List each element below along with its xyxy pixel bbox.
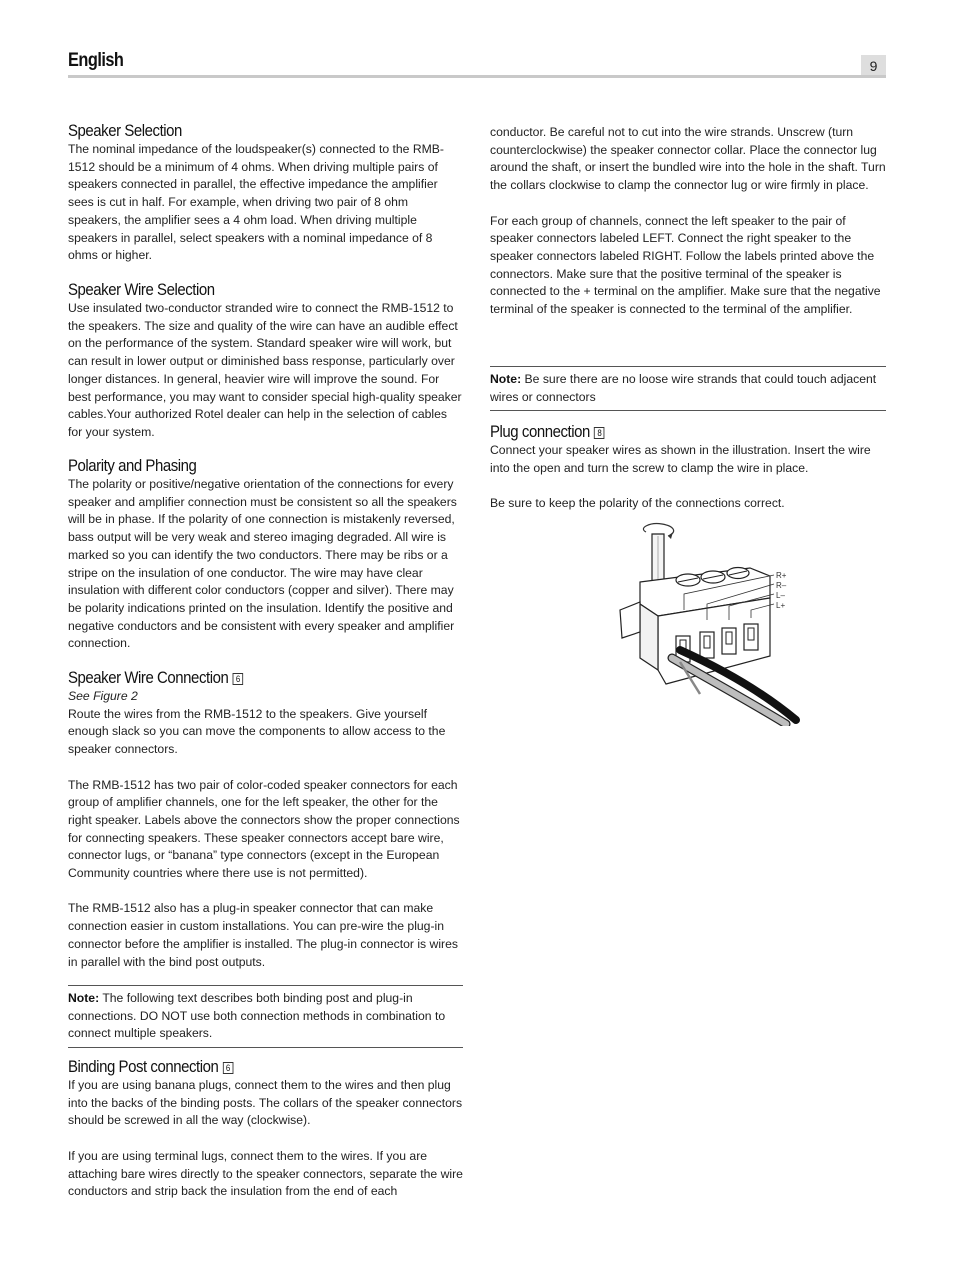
page-number: 9 — [861, 55, 886, 77]
note-box — [490, 366, 886, 411]
figure-reference-badge: 8 — [594, 427, 605, 439]
speaker-wire-grey — [672, 658, 786, 724]
note-label: Note: — [490, 372, 522, 386]
paragraph: If you are using terminal lugs, connect them to the wires. If you are attaching bare wires directly to the speaker connectors, separate the wire conductors and strip back the insulation from the end of each — [68, 1148, 463, 1199]
heading-text: Plug connection — [490, 422, 590, 441]
paragraph: The nominal impedance of the loudspeaker(s) connected to the RMB-1512 should be a minimum of 4 ohms. When driving multiple pairs of speakers connected in parallel, the effective impedance the amplifier sees is cut in half. For example, when driving two pair of 8 ohm speakers, the amplifier sees a 4 ohm load. When driving multiple speakers in parallel, select speakers with a nominal impedance of 8 ohms or higher. — [68, 142, 444, 263]
paragraph: Connect your speaker wires as shown in the illustration. Insert the wire into the open and turn the screw to clamp the wire in place. — [490, 443, 871, 475]
page-section-title: English — [68, 50, 124, 71]
section-wire-connection — [68, 668, 464, 971]
heading-speaker-selection: Speaker Selection — [68, 121, 182, 140]
heading-polarity: Polarity and Phasing — [68, 456, 197, 475]
section-speaker-selection — [68, 121, 464, 265]
connector-side — [640, 604, 658, 670]
heading-binding-post — [68, 1057, 416, 1077]
figure-reference-badge: 6 — [233, 673, 244, 685]
arrow-head-icon — [668, 532, 673, 539]
paragraph: The polarity or positive/negative orientation of the connections for every speaker and amplifier connection must be consistent so all the speakers will be in phase. If the polarity of one connection is mistakenly reversed, bass output will be very weak and stereo imaging degraded. All wire is marked so you can identify the two conductors. There may be ribs or a stripe on the insulation of one conductor. The wire may have clear insulation with different color conductors (copper and silver). There may be polarity indications printed on the insulation. Identify the positive and negative conductors and be consistent with every speaker and amplifier connection. — [68, 477, 457, 651]
terminal-inner — [726, 632, 732, 644]
section-polarity — [68, 456, 464, 653]
terminal-inner — [704, 636, 710, 648]
heading-text: Binding Post connection — [68, 1057, 219, 1076]
figure-reference-badge: 6 — [223, 1062, 234, 1074]
note-body: Be sure there are no loose wire strands that could touch adjacent wires or connectors — [490, 372, 877, 404]
header-rule — [68, 75, 886, 78]
paragraph: Be sure to keep the polarity of the connections correct. — [490, 496, 785, 511]
label-l-minus: L– — [776, 591, 785, 600]
label-r-plus: R+ — [776, 571, 787, 580]
label-r-minus: R– — [776, 581, 787, 590]
section-wire-selection — [68, 280, 464, 442]
paragraph: Use insulated two-conductor stranded wire to connect the RMB-1512 to the speakers. The size and quality of the wire can have an audible effect on the performance of the system. Standard speaker wire will work, but can result in lower output or diminished bass response, particularly over longer distances. In general, heavier wire will improve the sound. For best performance, you may want to consider special high-quality speaker cables.Your authorized Rotel dealer can help in the selection of cables for your system. — [68, 301, 462, 439]
paragraph: The RMB-1512 also has a plug-in speaker connector that can make connection easier in custom installations. You can pre-wire the plug-in connector before the amplifier is installed. The plug-in connector is wires in parallel with the bind post outputs. — [68, 901, 458, 969]
note-text — [68, 986, 463, 1047]
figure-caption-ref: See Figure 2 — [68, 689, 138, 703]
connector-tab — [620, 602, 640, 638]
note-body: The following text describes both binding post and plug-in connections. DO NOT use both connection methods in combination to connect multiple speakers. — [68, 991, 446, 1041]
paragraph: Route the wires from the RMB-1512 to the speakers. Give yourself enough slack so you can move the components to allow access to the speaker connectors. — [68, 706, 446, 757]
paragraph: The RMB-1512 has two pair of color-coded speaker connectors for each group of amplifier channels, one for the left speaker, the other for the right speaker. Labels above the connectors show the proper connections for connecting speakers. These speaker connectors accept bare wire, connector lugs, or “banana” type connectors (except in the European Community countries where there use is not permitted). — [68, 777, 460, 881]
paragraph: If you are using banana plugs, connect them to the wires and then plug into the backs of the binding posts. The collars of the speaker connectors should be screwed in all the way (clockwise). — [68, 1078, 463, 1128]
note-label: Note: — [68, 991, 100, 1005]
note-box — [68, 985, 463, 1048]
heading-wire-connection — [68, 668, 416, 688]
heading-text: Speaker Wire Connection — [68, 668, 229, 687]
paragraph: conductor. Be careful not to cut into the wire strands. Unscrew (turn counterclockwise) the speaker connector collar. Place the connector lug around the shaft, or insert the bundled wire into the hole in the shaft. Turn the collars clockwise to clamp the connector lug or wire firmly in place. — [490, 125, 886, 193]
paragraph: For each group of channels, connect the left speaker to the pair of speaker connectors labeled LEFT. Connect the right speaker to the speaker connectors labeled RIGHT. Follow the labels printed above the connectors. Make sure that the positive terminal of the speaker is connected to the + terminal on the amplifier. Make sure that the negative terminal of the speaker is connected to the terminal of the amplifier. — [490, 213, 881, 317]
section-continued — [490, 124, 886, 319]
heading-plug-connection — [490, 422, 838, 442]
plug-connector-illustration — [610, 520, 810, 726]
heading-wire-selection: Speaker Wire Selection — [68, 280, 215, 299]
section-binding-post — [68, 1057, 464, 1201]
section-plug-connection — [490, 422, 886, 513]
note-text — [490, 367, 886, 410]
label-l-plus: L+ — [776, 601, 786, 610]
terminal-inner — [748, 628, 754, 640]
